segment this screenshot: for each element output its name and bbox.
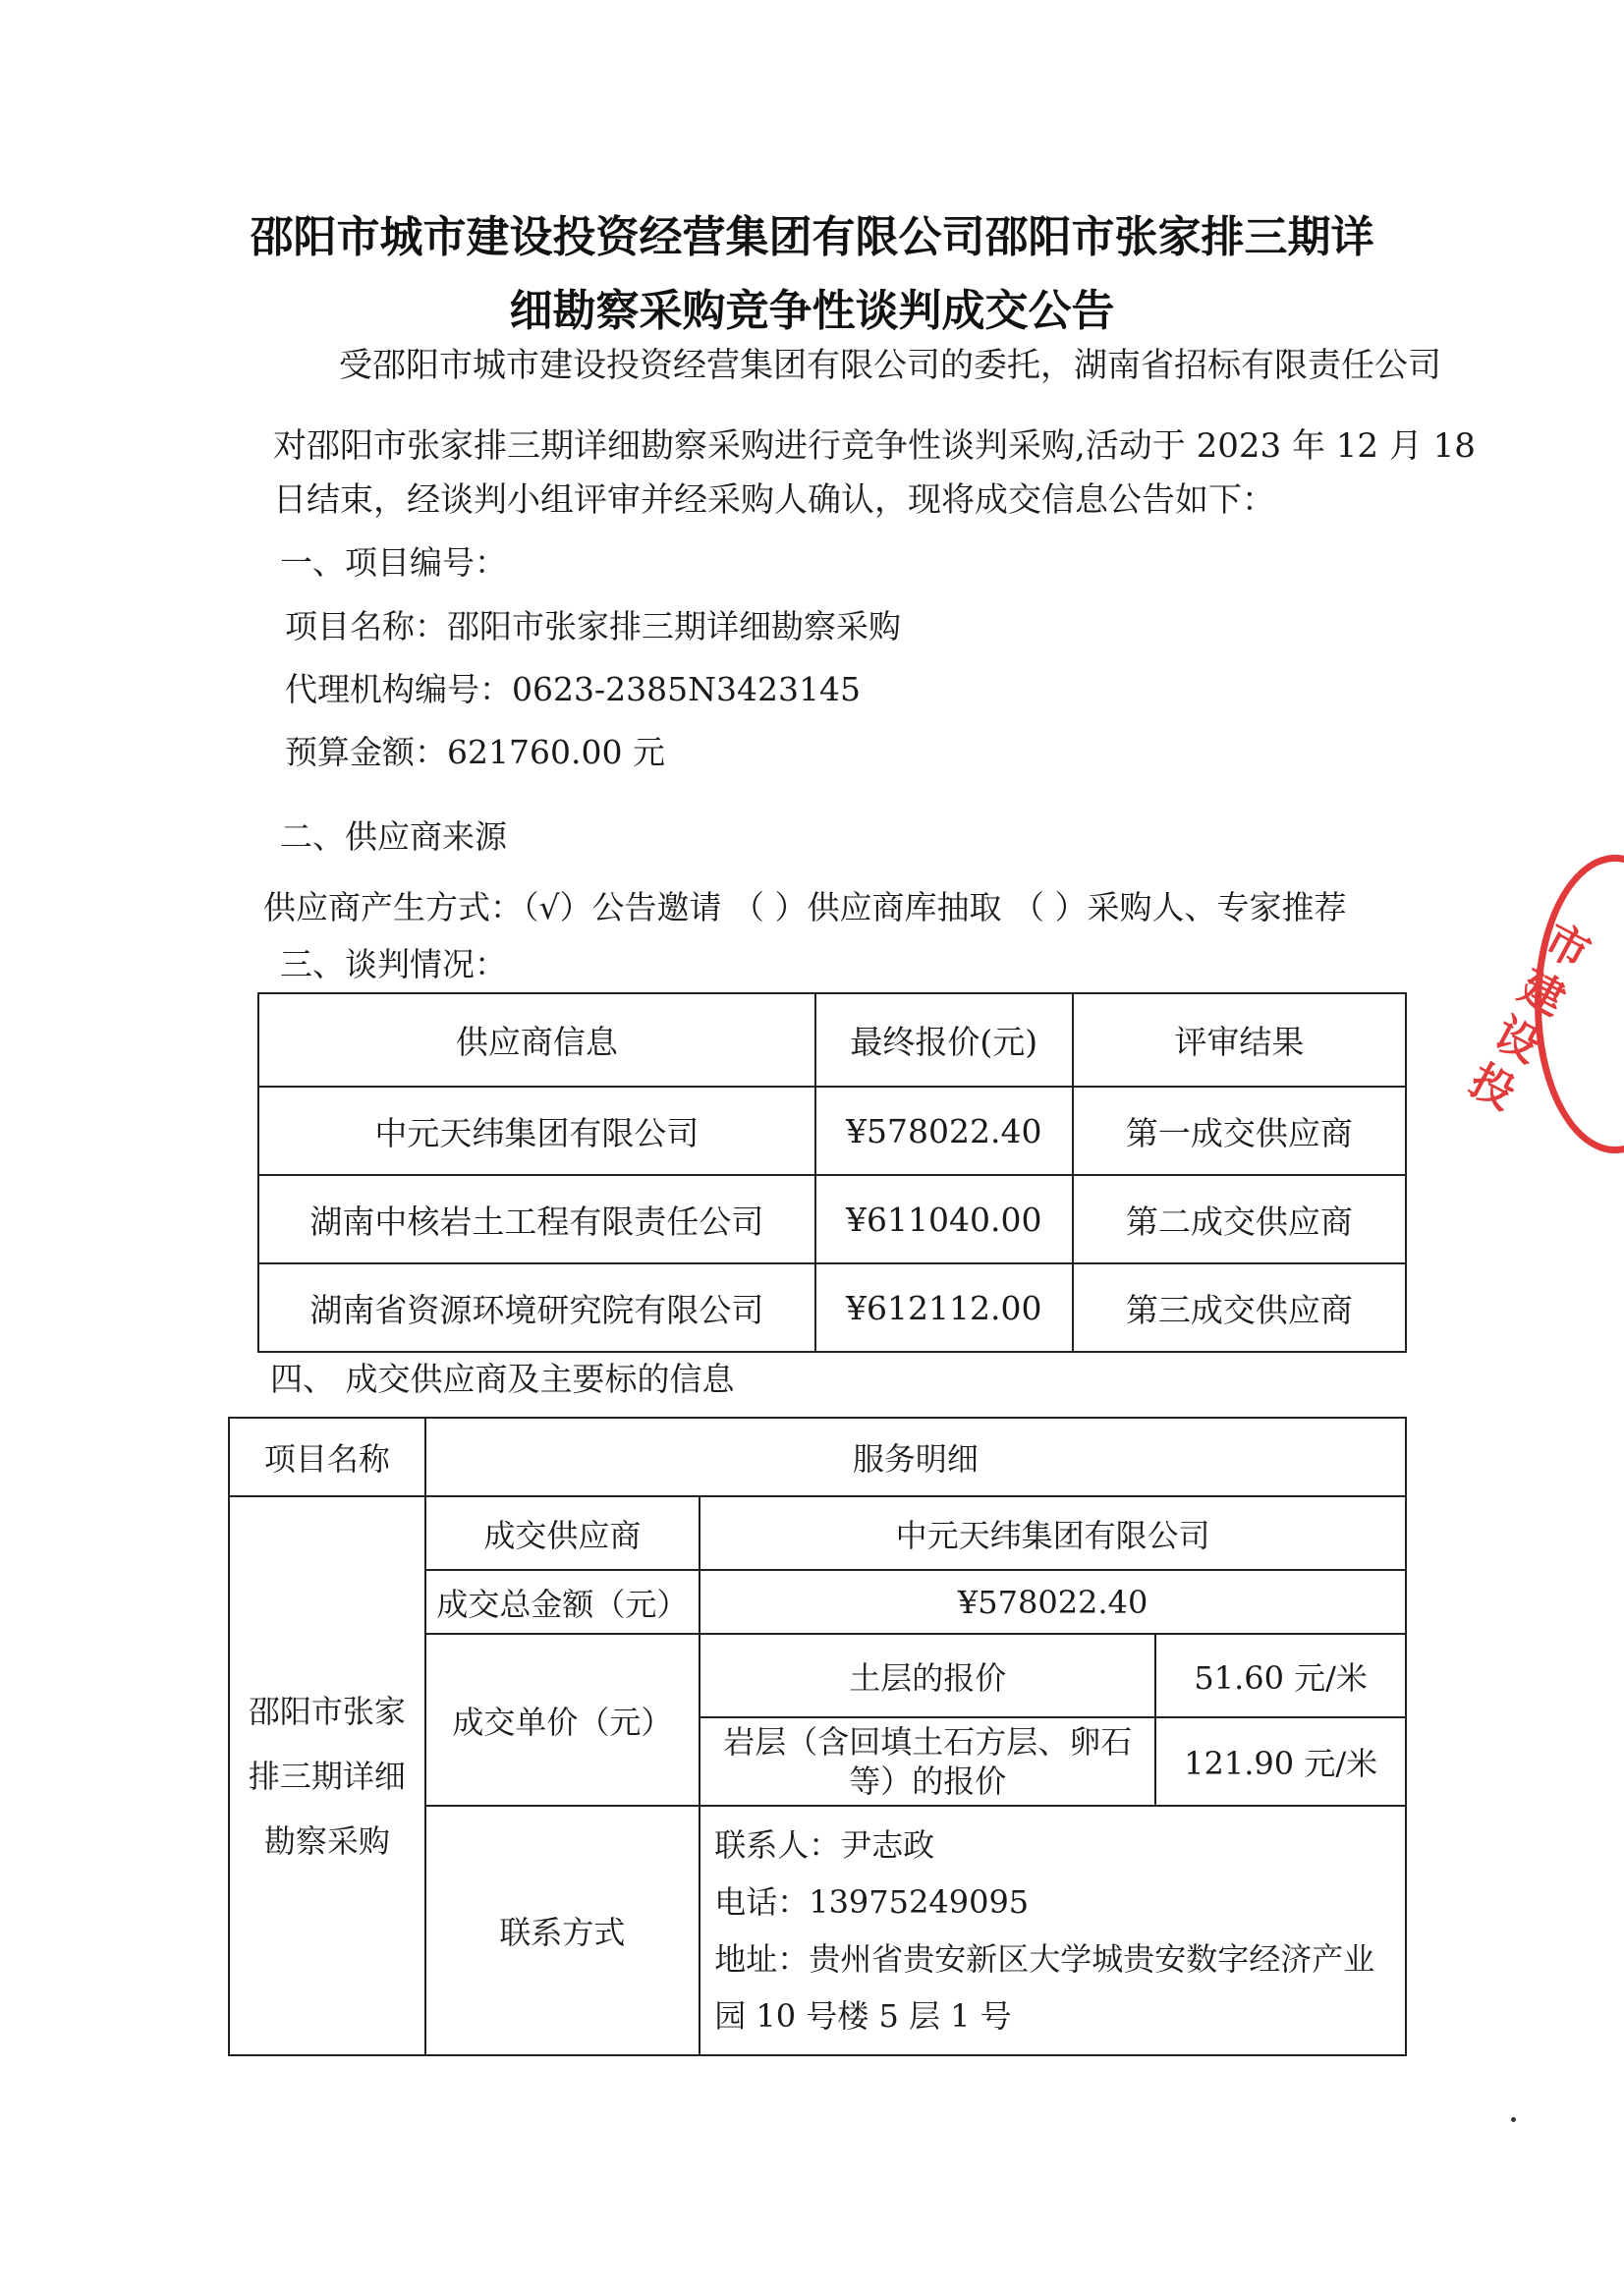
supplier-name: 中元天纬集团有限公司 [258, 1087, 815, 1175]
table-row [258, 1175, 1406, 1263]
header-price: 最终报价(元) [815, 993, 1073, 1087]
supplier-label: 成交供应商 [425, 1496, 700, 1570]
section-4-heading: 四、 成交供应商及主要标的信息 [270, 1360, 735, 1398]
intro-line-1: 受邵阳市城市建设投资经营集团有限公司的委托，湖南省招标有限责任公司 [339, 346, 1441, 385]
section-3-heading: 三、谈判情况： [280, 945, 507, 983]
rock-price-value: 121.90 元/米 [1155, 1717, 1406, 1806]
project-name-line: 项目名称：邵阳市张家排三期详细勘察采购 [285, 607, 901, 645]
title-line-1: 邵阳市城市建设投资经营集团有限公司邵阳市张家排三期详 [250, 212, 1374, 262]
unit-price-label: 成交单价（元） [425, 1634, 700, 1806]
soil-price-label: 土层的报价 [700, 1634, 1155, 1717]
soil-price-value: 51.60 元/米 [1155, 1634, 1406, 1717]
table-row [258, 1263, 1406, 1352]
award-supplier-row [229, 1496, 1406, 1570]
budget-line: 预算金额：621760.00 元 [285, 733, 665, 771]
contact-person: 联系人：尹志政 [714, 1826, 935, 1864]
supplier-price: ¥611040.00 [815, 1175, 1073, 1263]
contact-phone: 电话：13975249095 [714, 1883, 1030, 1921]
table-header-row [258, 993, 1406, 1087]
supplier-price: ¥578022.40 [815, 1087, 1073, 1175]
supplier-result: 第一成交供应商 [1073, 1087, 1406, 1175]
seal-text: 市建设投 [1461, 914, 1598, 1120]
section-2-heading: 二、供应商来源 [280, 817, 507, 856]
contact-label: 联系方式 [425, 1806, 700, 2055]
header-result: 评审结果 [1073, 993, 1406, 1087]
header-service-detail: 服务明细 [425, 1418, 1406, 1496]
award-header-row [229, 1418, 1406, 1496]
supplier-name: 湖南中核岩土工程有限责任公司 [258, 1175, 815, 1263]
intro-line-3: 日结束，经谈判小组评审并经采购人确认，现将成交信息公告如下： [273, 480, 1275, 520]
supplier-price: ¥612112.00 [815, 1263, 1073, 1352]
contact-address: 地址：贵州省贵安新区大学城贵安数字经济产业园 10 号楼 5 层 1 号 [714, 1940, 1375, 2035]
total-amount-label: 成交总金额（元） [425, 1570, 700, 1634]
table-row [258, 1087, 1406, 1175]
header-supplier: 供应商信息 [258, 993, 815, 1087]
scan-dot [1511, 2117, 1516, 2122]
supplier-result: 第二成交供应商 [1073, 1175, 1406, 1263]
total-amount-value: ¥578022.40 [700, 1570, 1406, 1634]
supplier-value: 中元天纬集团有限公司 [700, 1496, 1406, 1570]
supplier-name: 湖南省资源环境研究院有限公司 [258, 1263, 815, 1352]
supplier-result: 第三成交供应商 [1073, 1263, 1406, 1352]
contact-details [700, 1806, 1406, 2055]
title-line-2: 细勘察采购竞争性谈判成交公告 [509, 286, 1115, 336]
negotiation-table [257, 992, 1407, 1353]
award-detail-table [228, 1417, 1407, 2056]
rock-price-label: 岩层（含回填土石方层、卵石等）的报价 [700, 1717, 1155, 1806]
award-project-name: 邵阳市张家排三期详细勘察采购 [229, 1496, 425, 2055]
intro-line-2: 对邵阳市张家排三期详细勘察采购进行竞争性谈判采购,活动于 2023 年 12 月 18 [273, 426, 1476, 466]
supplier-method-line: 供应商产生方式：（√）公告邀请 （ ）供应商库抽取 （ ）采购人、专家推荐 [263, 888, 1347, 926]
header-project-name: 项目名称 [229, 1418, 425, 1496]
agency-number-line: 代理机构编号：0623-2385N3423145 [285, 670, 861, 708]
section-1-heading: 一、项目编号： [280, 543, 507, 582]
